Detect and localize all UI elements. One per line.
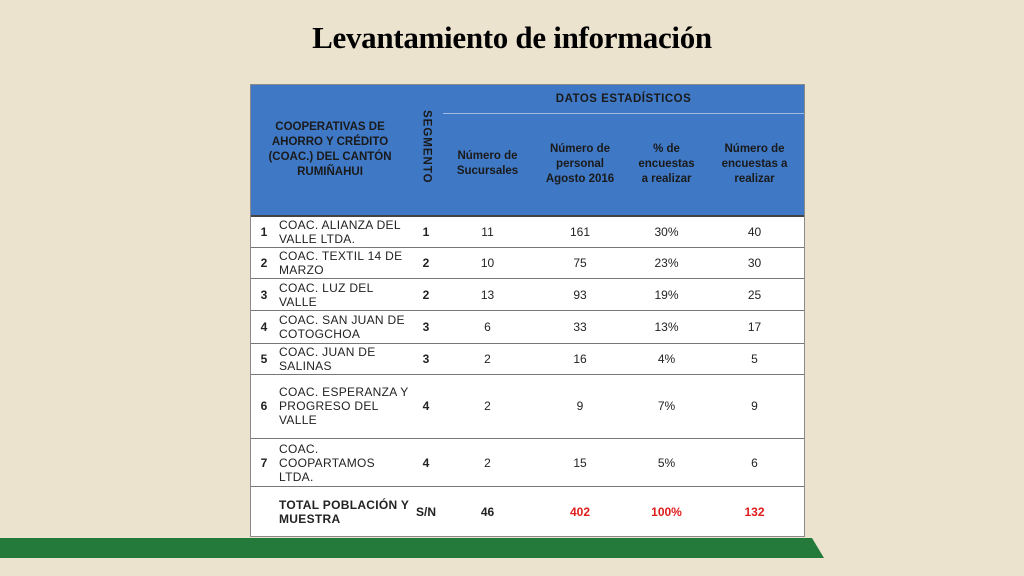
percentage-value: 7% (657, 399, 676, 414)
table-row (251, 439, 804, 487)
header-stats-group: DATOS ESTADÍSTICOS (443, 85, 804, 114)
header-cooperatives: COOPERATIVAS DE AHORRO Y CRÉDITO (COAC.) DEL CANTÓN RUMIÑAHUI (251, 85, 409, 216)
row-number: 5 (260, 351, 268, 366)
row-number: 2 (260, 256, 268, 271)
table-row (251, 374, 804, 438)
total-row-number-blank (251, 487, 277, 536)
surveys-value: 5 (751, 351, 758, 366)
segment-value: 2 (422, 287, 430, 302)
percentage-value: 30% (654, 224, 679, 239)
branches-value: 2 (484, 399, 491, 414)
segment-value: 3 (422, 351, 430, 366)
staff-value: 9 (576, 399, 584, 414)
staff-value: 75 (573, 256, 587, 271)
table-row (251, 216, 804, 248)
slide-title: Levantamiento de información (312, 20, 712, 55)
percentage-value: 23% (654, 256, 679, 271)
header-segment: SEGMENTO (420, 110, 433, 185)
table-row (251, 343, 804, 374)
cooperative-name: COAC. LUZ DEL VALLE (279, 280, 374, 309)
cooperative-name: COAC. ALIANZA DEL VALLE LTDA. (279, 217, 401, 246)
surveys-value: 30 (747, 256, 762, 271)
table-row (251, 279, 804, 311)
row-number: 6 (260, 399, 268, 414)
segment-value: 1 (422, 224, 430, 239)
header-percentage: % de encuestas a realizar (628, 114, 705, 216)
branches-value: 6 (484, 319, 491, 334)
percentage-value: 5% (657, 455, 676, 470)
segment-value: 4 (422, 399, 430, 414)
surveys-value: 25 (747, 287, 762, 302)
segment-value: 3 (422, 319, 430, 334)
segment-value: 2 (422, 256, 430, 271)
staff-value: 16 (573, 351, 587, 366)
total-percentage: 100% (651, 504, 682, 519)
cooperative-name: COAC. COOPARTAMOS LTDA. (279, 441, 375, 484)
staff-value: 33 (573, 319, 587, 334)
branches-value: 10 (480, 256, 495, 271)
total-branches: 46 (480, 504, 495, 519)
table-row (251, 248, 804, 279)
cooperative-name: COAC. TEXTIL 14 DE MARZO (279, 249, 403, 278)
surveys-value: 6 (751, 455, 758, 470)
statistics-table-container (250, 84, 805, 537)
row-number: 3 (260, 287, 268, 302)
surveys-value: 17 (747, 319, 762, 334)
cooperative-name: COAC. ESPERANZA Y PROGRESO DEL VALLE (279, 385, 409, 428)
branches-value: 13 (480, 287, 495, 302)
branches-value: 2 (484, 351, 491, 366)
header-staff: Número de personal Agosto 2016 (532, 114, 628, 216)
percentage-value: 4% (657, 351, 676, 366)
row-number: 7 (260, 455, 268, 470)
table-row (251, 311, 804, 343)
staff-value: 161 (570, 224, 591, 239)
footer-green-band (0, 538, 824, 558)
row-number: 4 (260, 319, 268, 334)
percentage-value: 19% (654, 287, 679, 302)
staff-value: 93 (573, 287, 587, 302)
total-row (251, 487, 804, 536)
surveys-value: 9 (751, 399, 758, 414)
branches-value: 11 (481, 224, 494, 239)
header-segment-cell (409, 85, 443, 216)
header-surveys: Número de encuestas a realizar (705, 114, 804, 216)
percentage-value: 13% (654, 319, 679, 334)
total-staff: 402 (570, 504, 591, 519)
branches-value: 2 (484, 455, 491, 470)
cooperative-name: COAC. SAN JUAN DE COTOGCHOA (279, 312, 405, 341)
total-surveys: 132 (744, 504, 765, 519)
row-number: 1 (260, 224, 268, 239)
surveys-value: 40 (747, 224, 762, 239)
statistics-table (251, 85, 804, 536)
cooperative-name: COAC. JUAN DE SALINAS (279, 344, 376, 373)
total-segment: S/N (416, 504, 437, 519)
header-branches: Número de Sucursales (443, 114, 532, 216)
total-label: TOTAL POBLACIÓN Y MUESTRA (279, 497, 410, 526)
staff-value: 15 (573, 455, 587, 470)
segment-value: 4 (422, 455, 430, 470)
